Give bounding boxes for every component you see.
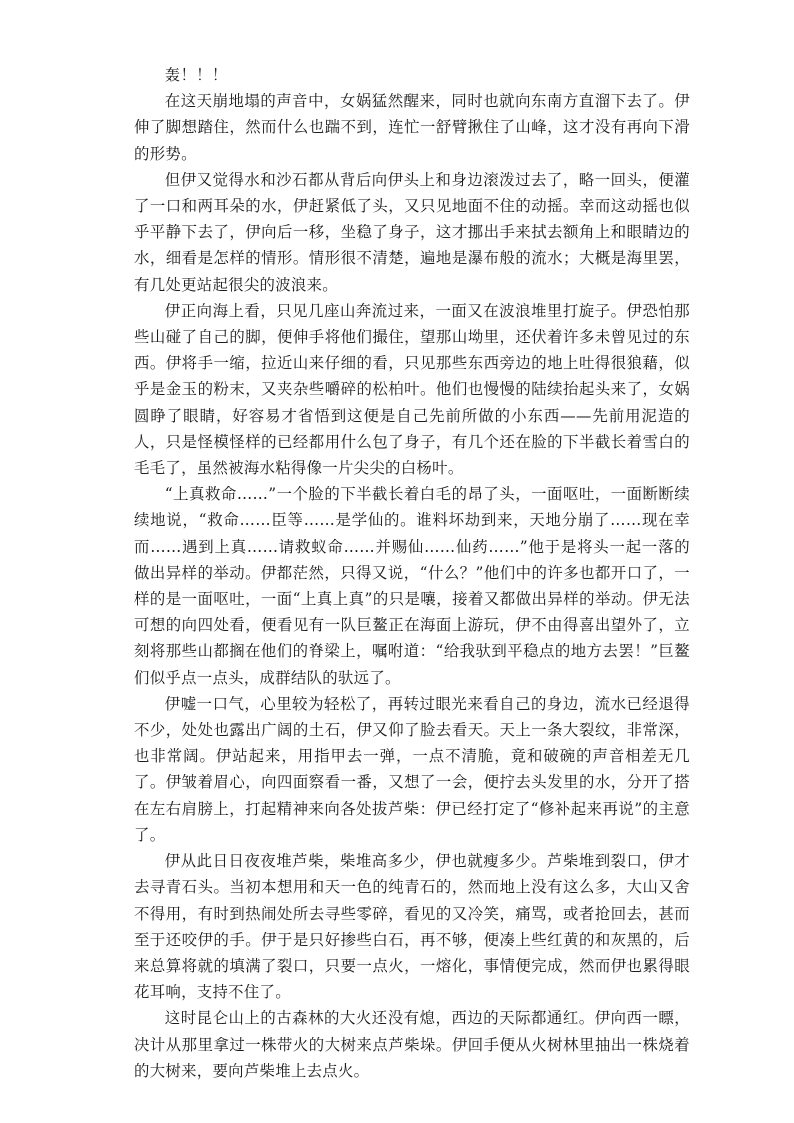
paragraph: 这时昆仑山上的古森林的大火还没有熄，西边的天际都通红。伊向西一瞟，决计从那里拿过一株带火的大树来点芦柴垛。伊回手便从火树林里抽出一株烧着的大树来，要向芦柴堆上去点火。 xyxy=(134,1009,690,1080)
paragraph: 伊从此日日夜夜堆芦柴，柴堆高多少，伊也就瘦多少。芦柴堆到裂口，伊才去寻青石头。当初本想用和天一色的纯青石的，然而地上没有这么多，大山又舍不得用，有时到热闹处所去寻些零碎，看见的又冷笑，痛骂，或者抢回去，甚而至于还咬伊的手。伊于是只好掺些白石，再不够，便凑上些红黄的和灰黑的，后来总算将就的填满了裂口，只要一点火，一熔化，事情便完成，然而伊也累得眼花耳响，支持不住了。 xyxy=(134,852,690,1002)
body-text xyxy=(134,62,690,1084)
paragraph: 伊正向海上看，只见几座山奔流过来，一面又在波浪堆里打旋子。伊恐怕那些山碰了自己的脚，便伸手将他们撮住，望那山坳里，还伏着许多未曾见过的东西。伊将手一缩，拉近山来仔细的看，只见那些东西旁边的地上吐得很狼藉，似乎是金玉的粉末，又夹杂些嚼碎的松柏叶。他们也慢慢的陆续抬起头来了，女娲圆睁了眼睛，好容易才省悟到这便是自己先前所做的小东西——先前用泥造的人，只是怪模怪样的已经都用什么包了身子，有几个还在脸的下半截长着雪白的毛毛了，虽然被海水粘得像一片尖尖的白杨叶。 xyxy=(134,301,690,478)
paragraph: 在这天崩地塌的声音中，女娲猛然醒来，同时也就向东南方直溜下去了。伊伸了脚想踏住，然而什么也踹不到，连忙一舒臂揪住了山峰，这才没有再向下滑的形势。 xyxy=(134,92,690,163)
paragraph: 伊嘘一口气，心里较为轻松了，再转过眼光来看自己的身边，流水已经退得不少，处处也露出广阔的土石，伊又仰了脸去看天。天上一条大裂纹，非常深，也非常阔。伊站起来，用指甲去一弹，一点不清脆，竟和破碗的声音相差无几了。伊皱着眉心，向四面察看一番，又想了一会，便拧去头发里的水，分开了搭在左右肩膀上，打起精神来向各处拔芦柴：伊已经打定了“修补起来再说”的主意了。 xyxy=(134,694,690,844)
paragraph: 轰！！！ xyxy=(164,66,228,84)
paragraph: “上真救命……”一个脸的下半截长着白毛的昂了头，一面呕吐，一面断断续续地说，“救命……臣等……是学仙的。谁料坏劫到来，天地分崩了……现在幸而……遇到上真……请救蚁命……并赐仙……仙药……”他于是将头一起一落的做出异样的举动。伊都茫然，只得又说，“什么？”他们中的许多也都开口了，一样的是一面呕吐，一面“上真上真”的只是嚷，接着又都做出异样的举动。伊无法可想的向四处看，便看见有一队巨鳌正在海面上游玩，伊不由得喜出望外了，立刻将那些山都搁在他们的脊梁上，嘱咐道：“给我驮到平稳点的地方去罢！”巨鳌们似乎点一点头，成群结队的驮远了。 xyxy=(134,485,690,687)
paragraph: 但伊又觉得水和沙石都从背后向伊头上和身边滚泼过去了，略一回头，便灌了一口和两耳朵的水，伊赶紧低了头，又只见地面不住的动摇。幸而这动摇也似乎平静下去了，伊向后一移，坐稳了身子，这才挪出手来拭去额角上和眼睛边的水，细看是怎样的情形。情形很不清楚，遍地是瀑布般的流水；大概是海里罢，有几处更站起很尖的波浪来。 xyxy=(134,170,690,294)
